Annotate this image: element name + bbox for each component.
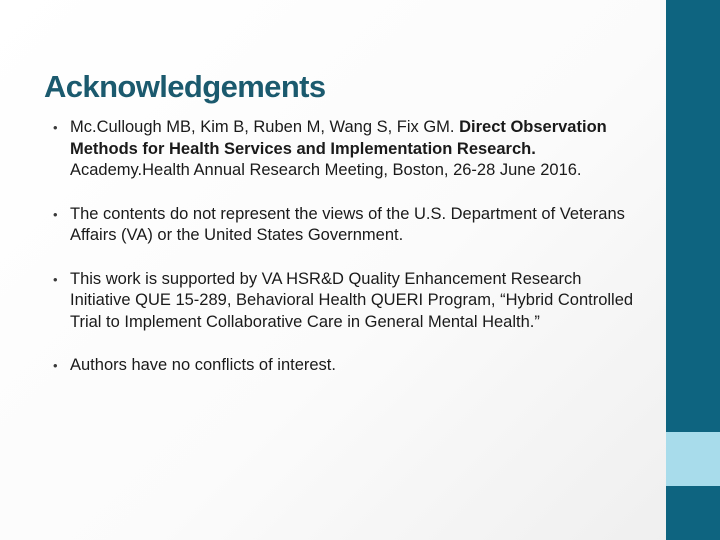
bullet-icon: • bbox=[53, 271, 58, 287]
accent-bar-dark-bottom bbox=[666, 486, 720, 540]
citation-venue: Academy.Health Annual Research Meeting, Boston, 26-28 June 2016. bbox=[70, 161, 582, 179]
accent-bar-dark-top bbox=[666, 0, 720, 432]
bullet-icon: • bbox=[53, 358, 58, 373]
bullet-conflicts bbox=[52, 355, 637, 377]
right-accent-band bbox=[666, 0, 720, 540]
slide-title: Acknowledgements bbox=[44, 68, 326, 104]
citation-title: Direct Observation Methods for Health Services and Implementation Research. bbox=[70, 118, 607, 158]
bullet-icon: • bbox=[53, 206, 58, 222]
disclaimer-text: The contents do not represent the views of the U.S. Department of Veterans Affairs (VA) or the United States Government. bbox=[70, 204, 625, 244]
funding-text: This work is supported by VA HSR&D Quality Enhancement Research Initiative QUE 15-289, Behavioral Health QUERI Program, “Hybrid Controlled Trial to Implement Collaborative Care in General Mental Health.” bbox=[70, 269, 634, 331]
bullet-disclaimer bbox=[52, 204, 637, 247]
bullet-citation bbox=[52, 117, 637, 182]
accent-bar-light bbox=[666, 432, 720, 486]
citation-authors: Mc.Cullough MB, Kim B, Ruben M, Wang S, Fix GM. bbox=[70, 118, 460, 136]
bullet-funding bbox=[52, 269, 637, 334]
bullet-icon: • bbox=[53, 120, 58, 135]
bullet-list bbox=[52, 117, 637, 377]
conflicts-text: Authors have no conflicts of interest. bbox=[70, 356, 336, 374]
